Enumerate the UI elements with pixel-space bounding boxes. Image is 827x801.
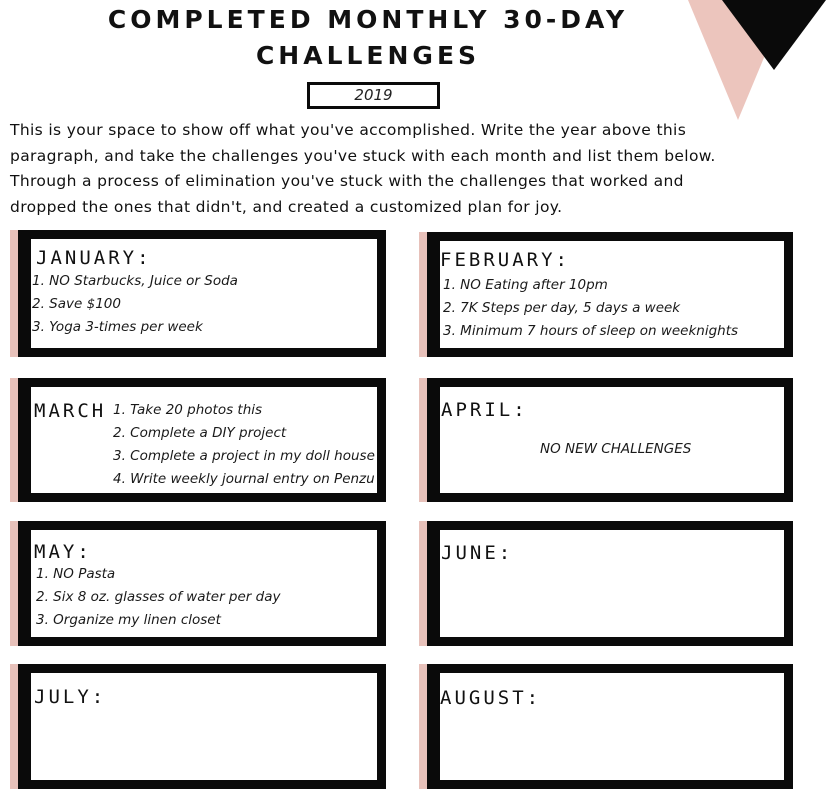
card-accent xyxy=(10,378,18,502)
card-accent xyxy=(10,521,18,646)
year-field[interactable]: 2019 xyxy=(307,82,440,109)
list-item: 3. Organize my linen closet xyxy=(36,612,221,628)
intro-paragraph xyxy=(10,118,790,220)
month-title-august: AUGUST: xyxy=(440,687,542,709)
black-triangle-decoration xyxy=(722,0,826,70)
list-item: 2. Six 8 oz. glasses of water per day xyxy=(36,589,281,605)
month-title-june: JUNE: xyxy=(441,542,514,564)
list-item: 3. Complete a project in my doll house xyxy=(113,448,375,464)
card-accent xyxy=(419,232,427,357)
card-accent xyxy=(10,230,18,357)
list-item: 1. Take 20 photos this xyxy=(113,402,263,418)
challenge-list-february xyxy=(443,274,738,343)
list-item: 4. Write weekly journal entry on Penzu xyxy=(113,471,375,487)
month-card-may[interactable] xyxy=(10,521,386,646)
month-card-april[interactable] xyxy=(419,378,793,502)
month-card-march[interactable] xyxy=(10,378,386,502)
list-item: 3. Minimum 7 hours of sleep on weeknights xyxy=(443,323,739,339)
month-title-february: FEBRUARY: xyxy=(440,249,570,271)
month-card-august[interactable] xyxy=(419,664,793,789)
challenge-list-march xyxy=(113,399,375,491)
month-card-june[interactable] xyxy=(419,521,793,646)
month-card-july[interactable] xyxy=(10,664,386,789)
title-line-2: CHALLENGES xyxy=(255,41,481,70)
month-title-january: JANUARY: xyxy=(36,247,152,269)
list-item: 1. NO Eating after 10pm xyxy=(443,277,608,293)
card-accent xyxy=(419,521,427,646)
month-title-may: MAY: xyxy=(34,541,92,563)
intro-line: Through a process of elimination you've stuck with the challenges that worked and xyxy=(10,172,684,190)
list-item: 3. Yoga 3-times per week xyxy=(32,319,203,335)
month-card-february[interactable] xyxy=(419,232,793,357)
intro-line: dropped the ones that didn't, and created a customized plan for joy. xyxy=(10,197,563,216)
intro-line: paragraph, and take the challenges you've stuck with each month and list them below. xyxy=(10,146,716,165)
month-card-january[interactable] xyxy=(10,230,386,357)
card-accent xyxy=(419,378,427,502)
card-accent xyxy=(10,664,18,789)
list-item: 1. NO Starbucks, Juice or Soda xyxy=(32,273,238,289)
challenge-list-may xyxy=(36,563,280,632)
month-title-march: MARCH xyxy=(34,400,107,422)
intro-line: This is your space to show off what you've accomplished. Write the year above this xyxy=(10,121,687,139)
list-item: 1. NO Pasta xyxy=(36,566,116,582)
month-title-april: APRIL: xyxy=(441,399,528,421)
title-line-1: COMPLETED MONTHLY 30-DAY xyxy=(107,5,629,34)
card-accent xyxy=(419,664,427,789)
list-item: 2. 7K Steps per day, 5 days a week xyxy=(443,300,681,316)
list-item: 2. Save $100 xyxy=(32,296,121,312)
challenge-list-january xyxy=(32,270,238,339)
page-title xyxy=(0,2,736,74)
month-title-july: JULY: xyxy=(34,686,107,708)
no-challenges-note: NO NEW CHALLENGES xyxy=(540,441,692,457)
list-item: 2. Complete a DIY project xyxy=(113,425,287,441)
